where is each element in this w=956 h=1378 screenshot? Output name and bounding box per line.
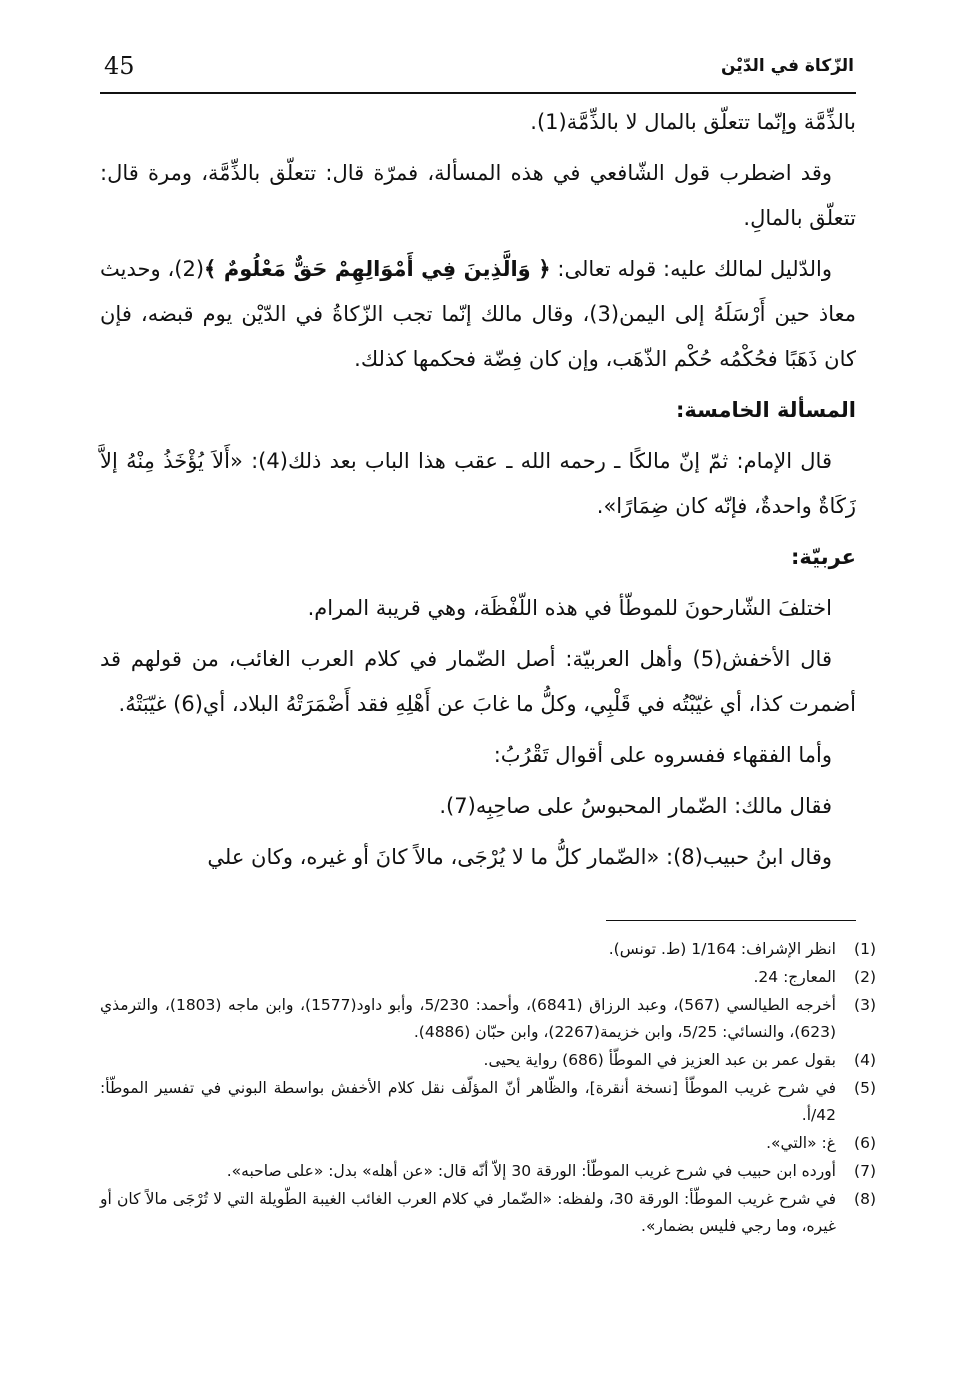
footnote-text: أخرجه الطيالسي (567)، وعبد الرزاق (6841)، وأحمد: 5/230، وأبو داود(1577)، وابن ماجه (1803)، والترمذي (623)، والنسائي: 5/25، وابن خزيمة(2267)، وابن حبّان (4886). bbox=[100, 996, 836, 1041]
footnote-text: غ: «التي». bbox=[766, 1134, 836, 1152]
footnote-number: (3) bbox=[854, 996, 876, 1014]
footnote-text: في شرح غريب الموطّأ [نسخة أنقرة]، والظّاهر أنّ المؤلّف نقل كلام الأخفش بواسطة البوني في تفسير الموطّأ: 42/أ. bbox=[100, 1079, 836, 1124]
footnote-number: (7) bbox=[854, 1162, 876, 1180]
footnote bbox=[100, 1075, 876, 1129]
section-heading-arabic: عربيّة: bbox=[791, 545, 856, 569]
running-title: الزّكاة في الدّيْن bbox=[721, 56, 854, 76]
footnote bbox=[100, 992, 876, 1046]
footnote-number: (5) bbox=[854, 1079, 876, 1097]
footnotes bbox=[100, 936, 876, 1241]
header-rule bbox=[100, 92, 856, 94]
paragraph-5: اختلفَ الشّارحونَ للموطّأ في هذه اللّفْظَة، وهي قريبة المرام. bbox=[307, 596, 832, 620]
quran-verse: ﴿ وَالَّذِينَ فِي أَمْوَالِهِمْ حَقٌّ مَعْلُومٌ ﴾ bbox=[204, 257, 551, 281]
footnote bbox=[100, 1130, 876, 1157]
footnote bbox=[100, 964, 876, 991]
paragraph-7: وأما الفقهاء ففسروه على أقوال تَقْرُبُ: bbox=[493, 743, 832, 767]
footnote bbox=[100, 936, 876, 963]
paragraph-2: وقد اضطرب قول الشّافعي في هذه المسألة، فمرّة قال: تتعلّق بالذِّمَّة، ومرة قال: تتعلّق بالمالِ. bbox=[100, 161, 856, 230]
footnote-number: (4) bbox=[854, 1051, 876, 1069]
footnote bbox=[100, 1186, 876, 1240]
paragraph-3 bbox=[100, 247, 856, 382]
paragraph-3-rest: (2)، وحديث معاذ حين أَرْسَلَهُ إلى اليمن(3)، وقال مالك إنّما تجب الزّكاةُ في الدّيْن يوم قبضه، فإن كان ذَهَبًا فحُكْمُه حُكْم الذّهَب، وإن كان فِضّة فحكمها كذلك. bbox=[100, 257, 856, 371]
page-number: 45 bbox=[104, 52, 135, 80]
paragraph-4: قال الإمام: ثمّ إنّ مالكًا ـ رحمه الله ـ عقب هذا الباب بعد ذلك(4): «أَلاَ يُؤْخَذُ مِنْهُ إلاَّ زَكَاةٌ واحدةٌ، فإنّه كان ضِمَارًا». bbox=[100, 449, 856, 518]
paragraph-9: وقال ابنُ حبيب(8): «الضّمار كلُّ ما لا يُرْجَى، مالاً كانَ أو غيره، وكان علي bbox=[207, 845, 832, 869]
footnote-text: في شرح غريب الموطّأ: الورقة 30، ولفظه: «الضّمار في كلام العرب الغائب الغيبة الطّويلة التي لا تُرْجَى مالاً كان أو غيره، وما رجي فليس بضمار». bbox=[100, 1190, 836, 1235]
footnote-text: أورده ابن حبيب في شرح غريب الموطّأ: الورقة 30 إلاّ أنّه قال: «عن أهله» بدل: «على صاحبه». bbox=[226, 1162, 836, 1180]
paragraph-8: فقال مالك: الضّمار المحبوسُ على صاحِبِه(7). bbox=[439, 794, 832, 818]
footnote-text: انظر الإشراف: 1/164 (ط. تونس). bbox=[608, 940, 836, 958]
section-heading-fifth-issue: المسألة الخامسة: bbox=[676, 398, 856, 422]
paragraph-1: بالذِّمَّة وإنّما تتعلّق بالمال لا بالذِّمَّة(1). bbox=[530, 110, 856, 134]
footnote-text: بقول عمر بن عبد العزيز في الموطّأ (686) رواية يحيى. bbox=[483, 1051, 836, 1069]
footnote-number: (1) bbox=[854, 940, 876, 958]
footnote-rule bbox=[606, 920, 856, 921]
footnote-number: (2) bbox=[854, 968, 876, 986]
paragraph-3-intro: والدّليل لمالك عليه: قوله تعالى: bbox=[557, 257, 832, 281]
main-text bbox=[100, 100, 856, 886]
footnote bbox=[100, 1158, 876, 1185]
footnote-number: (8) bbox=[854, 1190, 876, 1208]
footnote-text: المعارج: 24. bbox=[753, 968, 836, 986]
footnote bbox=[100, 1047, 876, 1074]
footnote-number: (6) bbox=[854, 1134, 876, 1152]
paragraph-6: قال الأخفش(5) وأهل العربيّة: أصل الضّمار في كلام العرب الغائب، من قولهم قد أضمرت كذا، أي غيّبْتُه في قَلْبِي، وكلُّ ما غابَ عن أَهْلِهِ فقد أَضْمَرَتْهُ البلاد، أي(6) غيّبَتْهُ. bbox=[100, 647, 856, 716]
